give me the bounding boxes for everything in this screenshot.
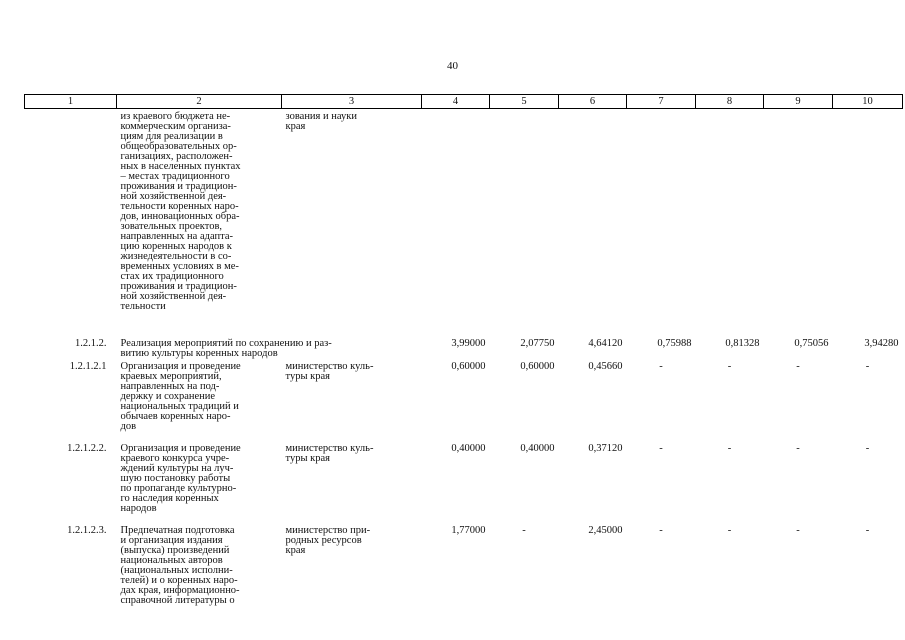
row-value-5: 0,60000 bbox=[520, 360, 555, 372]
row-value-5: 0,40000 bbox=[520, 442, 555, 454]
continuation-code bbox=[25, 109, 117, 331]
header-col-5: 5 bbox=[490, 95, 559, 109]
table-row bbox=[25, 524, 903, 614]
header-col-4: 4 bbox=[422, 95, 490, 109]
row-value-10: - bbox=[865, 524, 870, 536]
header-col-10: 10 bbox=[833, 95, 903, 109]
row-code: 1.2.1.2.1 bbox=[69, 360, 107, 372]
program-table bbox=[24, 94, 903, 614]
row-value-6: 4,64120 bbox=[588, 337, 623, 349]
header-col-9: 9 bbox=[764, 95, 833, 109]
header-col-8: 8 bbox=[696, 95, 764, 109]
page-number: 40 bbox=[447, 60, 458, 72]
row-code: 1.2.1.2.3. bbox=[67, 524, 107, 536]
row-value-4: 0,40000 bbox=[451, 442, 486, 454]
row-value-6: 0,37120 bbox=[588, 442, 623, 454]
row-executor: министерство куль- туры края bbox=[285, 442, 374, 464]
row-value-10: 3,94280 bbox=[864, 337, 899, 349]
continuation-values bbox=[422, 109, 903, 331]
row-value-8: - bbox=[727, 524, 732, 536]
continuation-row bbox=[25, 109, 903, 331]
header-col-7: 7 bbox=[627, 95, 696, 109]
header-col-3: 3 bbox=[282, 95, 422, 109]
row-value-4: 1,77000 bbox=[451, 524, 486, 536]
row-value-10: - bbox=[865, 442, 870, 454]
header-row bbox=[25, 95, 903, 109]
row-value-7: 0,75988 bbox=[657, 337, 692, 349]
table-row bbox=[25, 360, 903, 442]
row-value-8: - bbox=[727, 442, 732, 454]
row-value-9: 0,75056 bbox=[794, 337, 829, 349]
header-col-1: 1 bbox=[25, 95, 117, 109]
table-row bbox=[25, 442, 903, 524]
header-col-2: 2 bbox=[117, 95, 282, 109]
row-text: Реализация мероприятий по сохранению и раз- витию культуры коренных народов bbox=[120, 337, 332, 359]
row-value-8: 0,81328 bbox=[725, 337, 760, 349]
row-value-9: - bbox=[796, 442, 800, 454]
row-code: 1.2.1.2. bbox=[75, 337, 107, 349]
header-col-6: 6 bbox=[559, 95, 627, 109]
row-value-5: 2,07750 bbox=[520, 337, 555, 349]
row-value-8: - bbox=[727, 360, 732, 372]
row-value-5: - bbox=[522, 524, 526, 536]
row-name: Организация и проведение краевого конкурса учре- ждений культуры на луч- шую постановку работы по пропаганде культурно- го наследия коренных народов bbox=[120, 442, 241, 514]
row-value-4: 0,60000 bbox=[451, 360, 486, 372]
row-value-7: - bbox=[659, 524, 663, 536]
row-name: Предпечатная подготовка и организация издания (выпуска) произведений национальных авторов (национальных исполни- телей) и о коренных наро- дах края, информационно- справочной литературы о bbox=[120, 524, 240, 606]
row-value-9: - bbox=[796, 360, 800, 372]
row-value-7: - bbox=[659, 442, 663, 454]
continuation-name: из краевого бюджета не- коммерческим организа- циям для реализации в общеобразовательных ор- ганизациях, расположен- ных в населенных пунктах – местах традиционного проживания и традицион- ной хозяйственной дея- тельности коренных наро- дов, инновационных обра- зовательных проектов, направленных на адапта- цию коренных народов к жизнедеятельности в со- временных условиях в ме- стах их традиционного проживания и традицион- ной хозяйственной дея- тельности bbox=[120, 111, 241, 312]
row-code: 1.2.1.2.2. bbox=[67, 442, 107, 454]
row-executor: министерство при- родных ресурсов края bbox=[285, 524, 371, 556]
row-value-10: - bbox=[865, 360, 870, 372]
continuation-executor: зования и науки края bbox=[285, 111, 357, 132]
row-name: Организация и проведение краевых мероприятий, направленных на под- держку и сохранение национальных традиций и обычаев коренных наро- дов bbox=[120, 360, 241, 432]
row-value-7: - bbox=[659, 360, 663, 372]
row-value-6: 0,45660 bbox=[588, 360, 623, 372]
row-executor: министерство куль- туры края bbox=[285, 360, 374, 382]
table-row-1212 bbox=[25, 331, 903, 360]
program-table-wrapper bbox=[24, 94, 899, 614]
row-value-6: 2,45000 bbox=[588, 524, 623, 536]
row-value-9: - bbox=[796, 524, 800, 536]
row-value-4: 3,99000 bbox=[451, 337, 486, 349]
